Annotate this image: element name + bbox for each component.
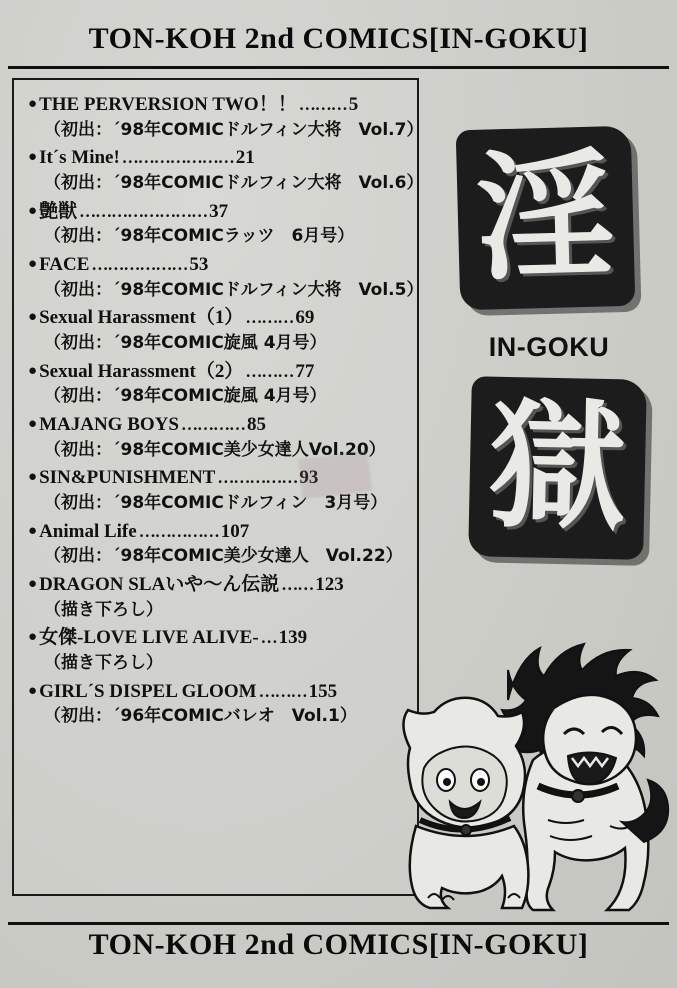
toc-entry[interactable] [28,572,407,623]
bullet-icon: ● [28,522,38,539]
toc-entry-title: 艶獣 [39,200,78,222]
toc-entry-title: FACE [39,253,90,275]
bullet-icon: ● [28,415,38,432]
toc-entry[interactable] [28,359,407,410]
toc-entry-source: （初出：´98年COMICドルフィン大将 Vol.6） [44,173,424,194]
toc-entry-main [28,412,407,438]
toc-entry-page: 21 [235,147,255,169]
toc-entry[interactable] [28,625,407,676]
toc-entry-page: 69 [295,307,315,329]
toc-entry-page: 123 [315,573,344,595]
toc-leader-dots: ………… [180,414,245,434]
toc-entry-source: （描き下ろし） [44,653,163,674]
toc-entry-page: 53 [189,253,209,275]
toc-entry-title: DRAGON SLAいや～ん伝説 [39,573,280,595]
toc-leader-dots: ……… [258,681,307,701]
kanji-in: 淫 [474,135,617,300]
toc-entry-page: 37 [209,200,229,222]
toc-leader-dots: …… [281,574,314,594]
toc-leader-dots: ……………… [91,254,188,274]
toc-entry-source: （初出：´98年COMIC旋風 4月号） [44,386,327,407]
toc-entry-source: （描き下ろし） [44,599,163,620]
bullet-icon: ● [28,575,38,592]
toc-entry-main [28,199,407,225]
toc-entry-title: Sexual Harassment（1） [39,307,244,329]
toc-entry-source: （初出：´98年COMICドルフィン大将 Vol.7） [44,119,424,140]
toc-leader-dots: …………… [217,468,298,488]
toc-leader-dots: ……… [245,361,294,381]
toc-entry-main [28,145,407,171]
toc-entry-page: 93 [299,467,319,489]
toc-entry-title: THE PERVERSION TWO！！ [39,94,297,115]
toc-entry[interactable] [28,679,407,730]
toc-entry-main [28,679,407,705]
bullet-icon: ● [28,149,38,166]
bullet-icon: ● [28,255,38,272]
toc-leader-dots: ……… [298,95,347,114]
logo-romaji: IN-GOKU [488,332,610,362]
bullet-icon: ● [28,469,38,486]
page-title-bottom: TON-KOH 2nd COMICS[IN-GOKU] [88,928,589,961]
toc-entry-main [28,252,407,278]
divider-bottom [8,922,669,925]
toc-leader-dots: …………………… [79,201,208,221]
toc-entry-source: （初出：´96年COMICバレオ Vol.1） [44,706,357,727]
toc-entry-title: MAJANG BOYS [39,413,179,435]
toc-entry-source: （初出：´98年COMICドルフィン大将 Vol.5） [44,279,424,300]
bullet-icon: ● [28,629,38,646]
divider-top [8,66,669,69]
toc-entry[interactable] [28,145,424,196]
toc-entry-title: 女傑‐LOVE LIVE ALIVE‐ [39,627,259,649]
toc-entry-title: SIN&PUNISHMENT [39,467,216,489]
bullet-icon: ● [28,96,38,112]
toc-leader-dots: ……… [245,308,294,328]
page-title-top: TON-KOH 2nd COMICS[IN-GOKU] [88,22,589,55]
toc-entry-main [28,305,407,331]
toc-entry-page: 5 [348,94,359,115]
toc-entry-source: （初出：´98年COMIC旋風 4月号） [44,333,327,354]
toc-entry[interactable] [28,199,407,250]
kanji-plate-top [456,126,636,311]
toc-entry[interactable] [28,92,424,143]
bullet-icon: ● [28,309,38,326]
toc-entry-title: It´s Mine! [39,147,120,169]
toc-entry-title: Animal Life [39,520,137,542]
toc-entry-source: （初出：´98年COMIC美少女達人Vol.20） [44,439,386,460]
toc-entry-page: 155 [308,680,338,702]
bullet-icon: ● [28,362,38,379]
bullet-icon: ● [28,202,38,219]
toc-entry-page: 77 [295,360,315,382]
kanji-goku: 獄 [486,385,629,550]
toc-entry-source: （初出：´98年COMICラッツ 6月号） [44,226,355,247]
toc-entry-page: 107 [220,520,250,542]
toc-entry-title: GIRL´S DISPEL GLOOM [39,680,257,702]
toc-entry-main [28,92,407,118]
toc-entry[interactable] [28,252,424,303]
toc-entry-main [28,572,407,598]
toc-entry-title: Sexual Harassment（2） [39,360,244,382]
toc-leader-dots: … [260,628,277,648]
in-goku-logo [430,110,668,620]
toc-leader-dots: …………… [138,521,219,541]
kanji-plate-bottom [468,376,647,560]
paper-smudge [298,451,372,499]
toc-entry-main [28,625,407,651]
toc-entry[interactable] [28,305,407,356]
toc-entry-source: （初出：´98年COMIC美少女達人 Vol.22） [44,546,403,567]
bullet-icon: ● [28,682,38,699]
toc-entry-main [28,359,407,385]
toc-entry-source: （初出：´98年COMICドルフィン 3月号） [44,493,388,514]
toc-entry-main [28,519,407,545]
toc-entry-page: 139 [278,627,308,649]
toc-entry-page: 85 [246,413,266,435]
toc-leader-dots: ………………… [121,148,234,168]
toc-entry[interactable] [28,519,407,570]
mascot-illustration [358,630,673,920]
